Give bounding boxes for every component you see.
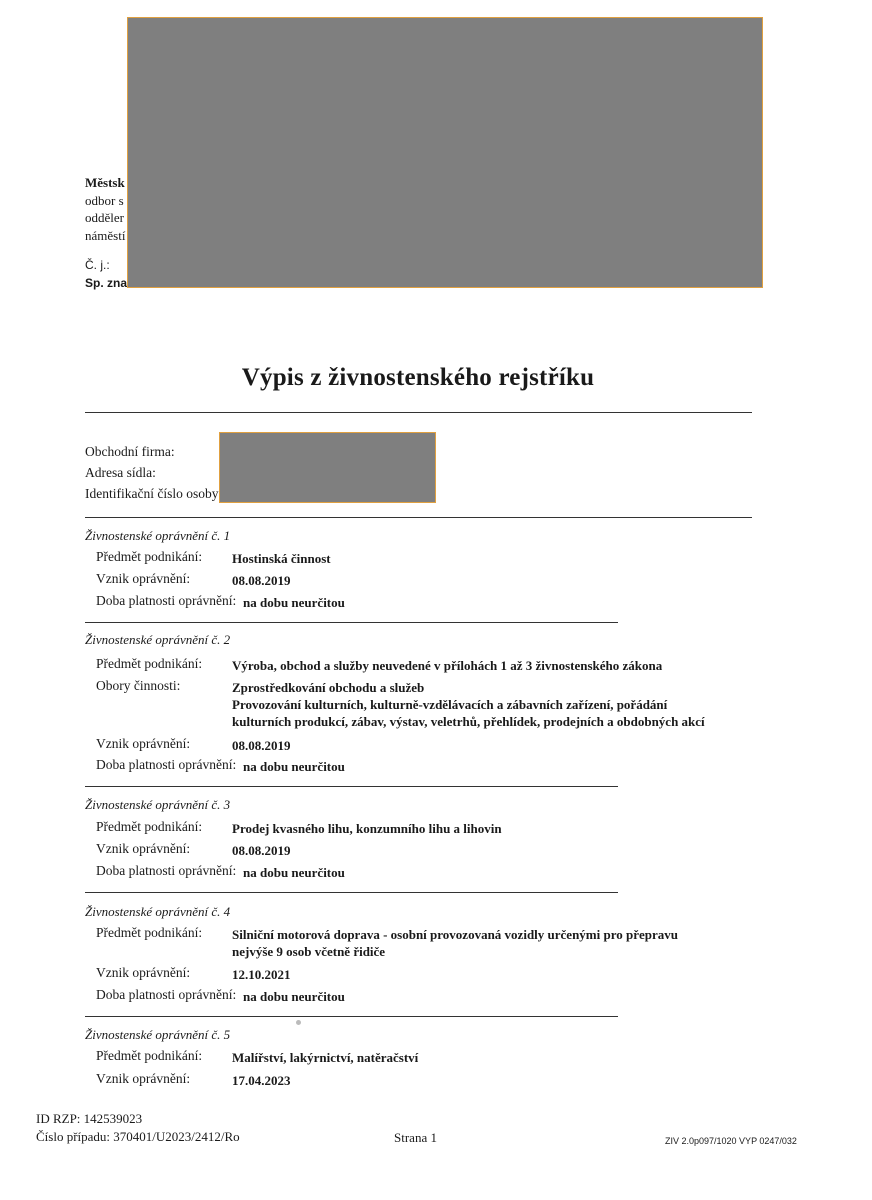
company-redaction — [219, 432, 436, 503]
subject-label: Předmět podnikání: — [96, 1048, 203, 1063]
license-heading: Živnostenské oprávnění č. 4 — [85, 904, 231, 919]
origin-value: 08.08.2019 — [232, 843, 291, 858]
file-mark-label: Sp. zna — [85, 276, 128, 290]
origin-label: Vznik oprávnění: — [96, 571, 191, 586]
title-divider — [85, 412, 752, 413]
subject-value: Silniční motorová doprava - osobní provozovaná vozidly určenými pro přepravu — [232, 927, 679, 942]
fields-label: Obory činnosti: — [96, 678, 181, 693]
origin-value: 17.04.2023 — [232, 1073, 291, 1088]
validity-label: Doba platnosti oprávnění: — [96, 863, 237, 878]
validity-label: Doba platnosti oprávnění: — [96, 987, 237, 1002]
origin-label: Vznik oprávnění: — [96, 965, 191, 980]
office-address: náměstí — [85, 228, 126, 243]
validity-value: na dobu neurčitou — [243, 865, 345, 880]
office-name: Městsk — [85, 175, 125, 190]
license-heading: Živnostenské oprávnění č. 1 — [85, 528, 231, 543]
origin-label: Vznik oprávnění: — [96, 736, 191, 751]
origin-label: Vznik oprávnění: — [96, 841, 191, 856]
license-heading: Živnostenské oprávnění č. 5 — [85, 1027, 231, 1042]
section-divider — [85, 622, 618, 623]
origin-value: 12.10.2021 — [232, 967, 291, 982]
rzp-id: ID RZP: 142539023 — [36, 1111, 143, 1126]
origin-value: 08.08.2019 — [232, 573, 291, 588]
company-divider — [85, 517, 752, 518]
origin-label: Vznik oprávnění: — [96, 1071, 191, 1086]
case-number: Číslo případu: 370401/U2023/2412/Ro — [36, 1129, 240, 1144]
office-section: odděler — [85, 210, 124, 225]
reference-number-label: Č. j.: — [85, 258, 110, 272]
field-value: Provozování kulturních, kulturně-vzdělávacích a zábavních zařízení, pořádání — [232, 697, 668, 712]
page-title: Výpis z živnostenského rejstříku — [241, 364, 595, 391]
subject-value: Výroba, obchod a služby neuvedené v přílohách 1 až 3 živnostenského zákona — [232, 658, 663, 673]
license-heading: Živnostenské oprávnění č. 2 — [85, 632, 231, 647]
subject-value: Prodej kvasného lihu, konzumního lihu a lihovin — [232, 821, 502, 836]
subject-label: Předmět podnikání: — [96, 819, 203, 834]
ico-label: Identifikační číslo osoby — [85, 486, 219, 501]
validity-value: na dobu neurčitou — [243, 989, 345, 1004]
scan-speck — [296, 1020, 301, 1025]
license-heading: Živnostenské oprávnění č. 3 — [85, 797, 231, 812]
validity-value: na dobu neurčitou — [243, 595, 345, 610]
section-divider — [85, 892, 618, 893]
field-value: kulturních produkcí, zábav, výstav, veletrhů, přehlídek, prodejních a obdobných akcí — [232, 714, 705, 729]
subject-value: Hostinská činnost — [232, 551, 331, 566]
subject-label: Předmět podnikání: — [96, 925, 203, 940]
subject-value: Malířství, lakýrnictví, natěračství — [232, 1050, 419, 1065]
subject-value: nejvýše 9 osob včetně řidiče — [232, 944, 386, 959]
field-value: Zprostředkování obchodu a služeb — [232, 680, 425, 695]
subject-label: Předmět podnikání: — [96, 549, 203, 564]
section-divider — [85, 786, 618, 787]
address-label: Adresa sídla: — [85, 465, 156, 480]
validity-label: Doba platnosti oprávnění: — [96, 757, 237, 772]
firm-label: Obchodní firma: — [85, 444, 175, 459]
form-code: ZIV 2.0p097/1020 VYP 0247/032 — [665, 1136, 797, 1146]
subject-label: Předmět podnikání: — [96, 656, 203, 671]
validity-value: na dobu neurčitou — [243, 759, 345, 774]
validity-label: Doba platnosti oprávnění: — [96, 593, 237, 608]
page-number: Strana 1 — [394, 1130, 437, 1145]
origin-value: 08.08.2019 — [232, 738, 291, 753]
header-redaction — [127, 17, 763, 288]
section-divider — [85, 1016, 618, 1017]
office-department: odbor s — [85, 193, 124, 208]
